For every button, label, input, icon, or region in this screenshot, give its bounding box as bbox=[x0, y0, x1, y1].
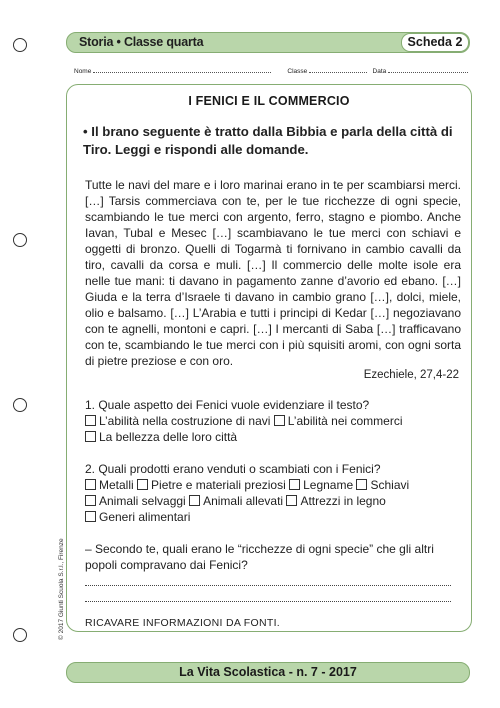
checkbox[interactable] bbox=[85, 431, 96, 442]
punch-hole bbox=[13, 398, 27, 412]
option-label: Pietre e materiali preziosi bbox=[151, 478, 286, 492]
name-field[interactable] bbox=[93, 66, 271, 73]
answer-line[interactable] bbox=[85, 601, 451, 602]
checkbox[interactable] bbox=[274, 415, 285, 426]
citation: Ezechiele, 27,4-22 bbox=[363, 369, 459, 381]
intro-text: • Il brano seguente è tratto dalla Bibbia e parla della città di Tiro. Leggi e rispondi alle domande. bbox=[83, 124, 453, 157]
punch-hole bbox=[13, 233, 27, 247]
option-label: Animali allevati bbox=[203, 494, 284, 508]
checkbox[interactable] bbox=[356, 479, 367, 490]
header-bar bbox=[66, 32, 470, 53]
option-label: Legname bbox=[303, 478, 354, 492]
checkbox[interactable] bbox=[85, 415, 96, 426]
date-field[interactable] bbox=[388, 66, 468, 73]
passage-text bbox=[85, 177, 461, 369]
option-label: Animali selvaggi bbox=[99, 494, 186, 508]
punch-hole bbox=[13, 628, 27, 642]
question-1 bbox=[85, 397, 463, 445]
question-3-text: – Secondo te, quali erano le “ricchezze di ogni specie” che gli altri popoli compravano dai Fenici? bbox=[85, 542, 434, 572]
class-field[interactable] bbox=[309, 66, 367, 73]
option-label: Schiavi bbox=[370, 478, 410, 492]
worksheet-card bbox=[66, 84, 472, 632]
skill-label: RICAVARE INFORMAZIONI DA FONTI. bbox=[85, 617, 281, 629]
checkbox[interactable] bbox=[85, 511, 96, 522]
option-label: Metalli bbox=[99, 478, 134, 492]
checkbox[interactable] bbox=[286, 495, 297, 506]
question-2-text: 2. Quali prodotti erano venduti o scambiati con i Fenici? bbox=[85, 462, 381, 476]
date-label: Data bbox=[372, 68, 387, 75]
checkbox[interactable] bbox=[85, 479, 96, 490]
checkbox[interactable] bbox=[85, 495, 96, 506]
option-label: Attrezzi in legno bbox=[300, 494, 386, 508]
copyright-text: © 2017 Giunti Scuola S.r.l., Firenze bbox=[58, 538, 65, 640]
worksheet-title: I FENICI E IL COMMERCIO bbox=[188, 94, 350, 108]
answer-line[interactable] bbox=[85, 585, 451, 586]
sheet-tab: Scheda 2 bbox=[401, 33, 469, 52]
option-label: Generi alimentari bbox=[99, 510, 191, 524]
footer-bar: La Vita Scolastica - n. 7 - 2017 bbox=[66, 662, 470, 683]
question-1-text: 1. Quale aspetto dei Fenici vuole evidenziare il testo? bbox=[85, 398, 370, 412]
punch-hole bbox=[13, 38, 27, 52]
class-label: Classe bbox=[287, 68, 308, 75]
checkbox[interactable] bbox=[189, 495, 200, 506]
name-label: Nome bbox=[74, 68, 92, 75]
student-info-line bbox=[74, 66, 464, 75]
option-label: La bellezza delle loro città bbox=[99, 430, 238, 444]
checkbox[interactable] bbox=[289, 479, 300, 490]
subject-label: Storia • Classe quarta bbox=[79, 35, 204, 49]
question-2 bbox=[85, 461, 463, 525]
option-label: L’abilità nella costruzione di navi bbox=[99, 414, 271, 428]
option-label: L’abilità nei commerci bbox=[287, 414, 403, 428]
passage-paragraph: Tutte le navi del mare e i loro marinai erano in te per scambiarsi merci. […] Tarsis commerciava con te, per le tue ricchezze di ogni specie, scambiando le tue merci con argento, ferro, stagno e piombo. Anche Iavan, Tubal e Mesec […] scambiavano le tue merci con schiavi e oggetti di bronzo. Quelli di Togarmà ti fornivano in cambio cavalli da tiro, cavalli da corsa e muli. […] Il commercio delle molte isole era nelle tue mani: ti davano in pagamento zanne d’avorio ed ebano. […] Giuda e la terra d’Israele ti davano in cambio grano […], dolci, miele, olio e balsamo. […] L’Arabia e tutti i principi di Kedar […] negoziavano con te agnelli, montoni e capri. […] I mercanti di Saba […] trafficavano con te, scambiando le tue merci con i più squisiti aromi, con ogni sorta di pietre preziose e con oro. bbox=[85, 178, 461, 368]
checkbox[interactable] bbox=[137, 479, 148, 490]
